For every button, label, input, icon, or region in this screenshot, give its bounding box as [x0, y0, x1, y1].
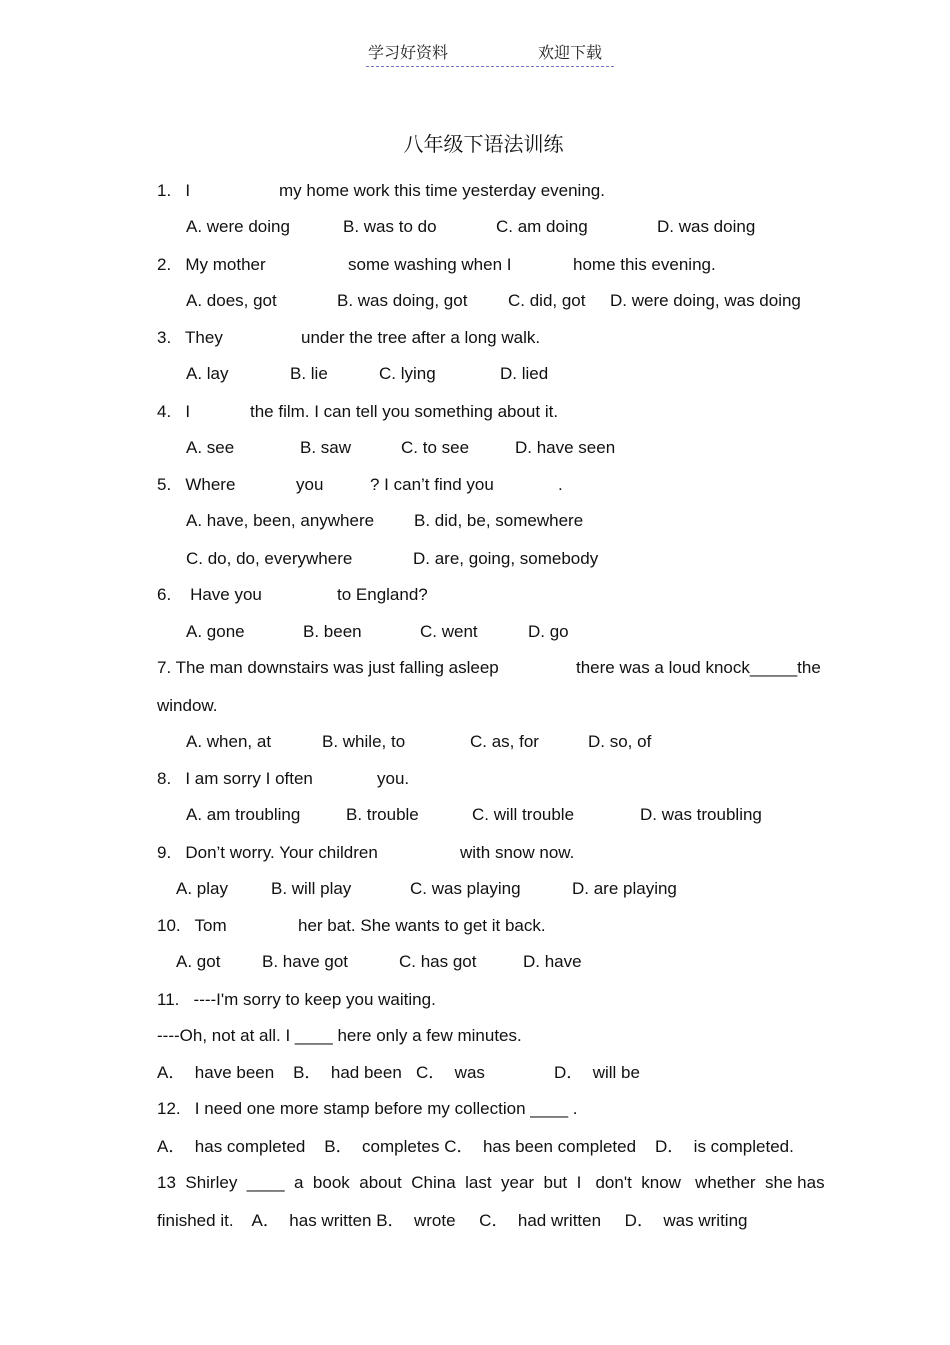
text-line: C. did, got: [508, 291, 586, 310]
text-line: B. saw: [300, 438, 352, 457]
text-line: .: [558, 475, 563, 494]
text-line: A. lay: [186, 364, 229, 383]
text-line: 6. Have you: [157, 585, 262, 604]
text-line: 11. ----I'm sorry to keep you waiting.: [157, 990, 436, 1009]
text-line: A. have, been, anywhere: [186, 511, 375, 530]
text-line: B. was to do: [343, 217, 437, 236]
text-line: ? I can’t find you: [370, 475, 494, 494]
text-line: 9. Don’t worry. Your children: [157, 843, 378, 862]
text-line: C. as, for: [470, 732, 539, 751]
text-line: A. am troubling: [186, 805, 301, 824]
text-line: D． will be: [554, 1063, 640, 1082]
text-line: A． has completed B． completes C． has been completed D． is completed.: [157, 1137, 794, 1156]
text-line: B. while, to: [322, 732, 406, 751]
text-line: A. does, got: [186, 291, 277, 310]
text-line: C. lying: [379, 364, 436, 383]
text-line: 3. They: [157, 328, 223, 347]
text-line: C. has got: [399, 952, 477, 971]
text-line: 2. My mother: [157, 255, 266, 274]
text-line: C. do, do, everywhere: [186, 549, 353, 568]
text-line: home this evening.: [573, 255, 716, 274]
text-line: finished it. A． has written B． wrote C． had written D． was writing: [157, 1211, 748, 1230]
text-line: window.: [157, 696, 218, 715]
text-line: ----Oh, not at all. I ____ here only a few minutes.: [157, 1026, 522, 1045]
text-line: A． have been B． had been C． was: [157, 1063, 485, 1082]
text-line: 1. I: [157, 181, 191, 200]
text-line: B. lie: [290, 364, 328, 383]
text-line: D. so, of: [588, 732, 652, 751]
text-line: B. will play: [271, 879, 352, 898]
text-line: there was a loud knock_____the: [576, 658, 821, 677]
text-line: A. were doing: [186, 217, 290, 236]
text-line: B. did, be, somewhere: [414, 511, 584, 530]
text-line: the film. I can tell you something about it.: [250, 402, 559, 421]
text-line: 13 Shirley ____ a book about China last year but I don't know whether she has: [157, 1173, 825, 1192]
text-line: A. see: [186, 438, 235, 457]
text-line: A. got: [176, 952, 221, 971]
text-line: under the tree after a long walk.: [301, 328, 541, 347]
text-line: C. to see: [401, 438, 470, 457]
text-line: 5. Where: [157, 475, 236, 494]
text-line: C. am doing: [496, 217, 588, 236]
text-line: B. trouble: [346, 805, 419, 824]
text-line: D. was doing: [657, 217, 756, 236]
text-line: her bat. She wants to get it back.: [298, 916, 546, 935]
text-line: 7. The man downstairs was just falling asleep: [157, 658, 499, 677]
text-line: you: [296, 475, 324, 494]
text-line: D. go: [528, 622, 569, 641]
text-line: D. have: [523, 952, 582, 971]
text-line: D. have seen: [515, 438, 616, 457]
text-line: A. play: [176, 879, 228, 898]
header-right-text: 欢迎下载: [538, 43, 603, 62]
text-line: 8. I am sorry I often: [157, 769, 313, 788]
text-line: A. when, at: [186, 732, 272, 751]
text-line: D. are, going, somebody: [413, 549, 599, 568]
text-line: D. was troubling: [640, 805, 762, 824]
text-line: my home work this time yesterday evening.: [279, 181, 605, 200]
text-line: 4. I: [157, 402, 191, 421]
page-header: [366, 40, 614, 67]
text-line: C. will trouble: [472, 805, 575, 824]
text-line: B. been: [303, 622, 362, 641]
text-line: with snow now.: [460, 843, 575, 862]
text-line: C. was playing: [410, 879, 521, 898]
text-line: you.: [377, 769, 410, 788]
text-line: 12. I need one more stamp before my collection ____ .: [157, 1099, 578, 1118]
text-line: C. went: [420, 622, 478, 641]
text-line: B. was doing, got: [337, 291, 468, 310]
text-line: A. gone: [186, 622, 245, 641]
text-line: B. have got: [262, 952, 349, 971]
page-title: 八年级下语法训练: [403, 132, 564, 156]
text-line: D. were doing, was doing: [610, 291, 801, 310]
header-left-text: 学习好资料: [368, 43, 449, 62]
text-line: D. lied: [500, 364, 549, 383]
text-line: to England?: [337, 585, 428, 604]
text-line: D. are playing: [572, 879, 677, 898]
text-line: some washing when I: [348, 255, 512, 274]
text-line: 10. Tom: [157, 916, 227, 935]
